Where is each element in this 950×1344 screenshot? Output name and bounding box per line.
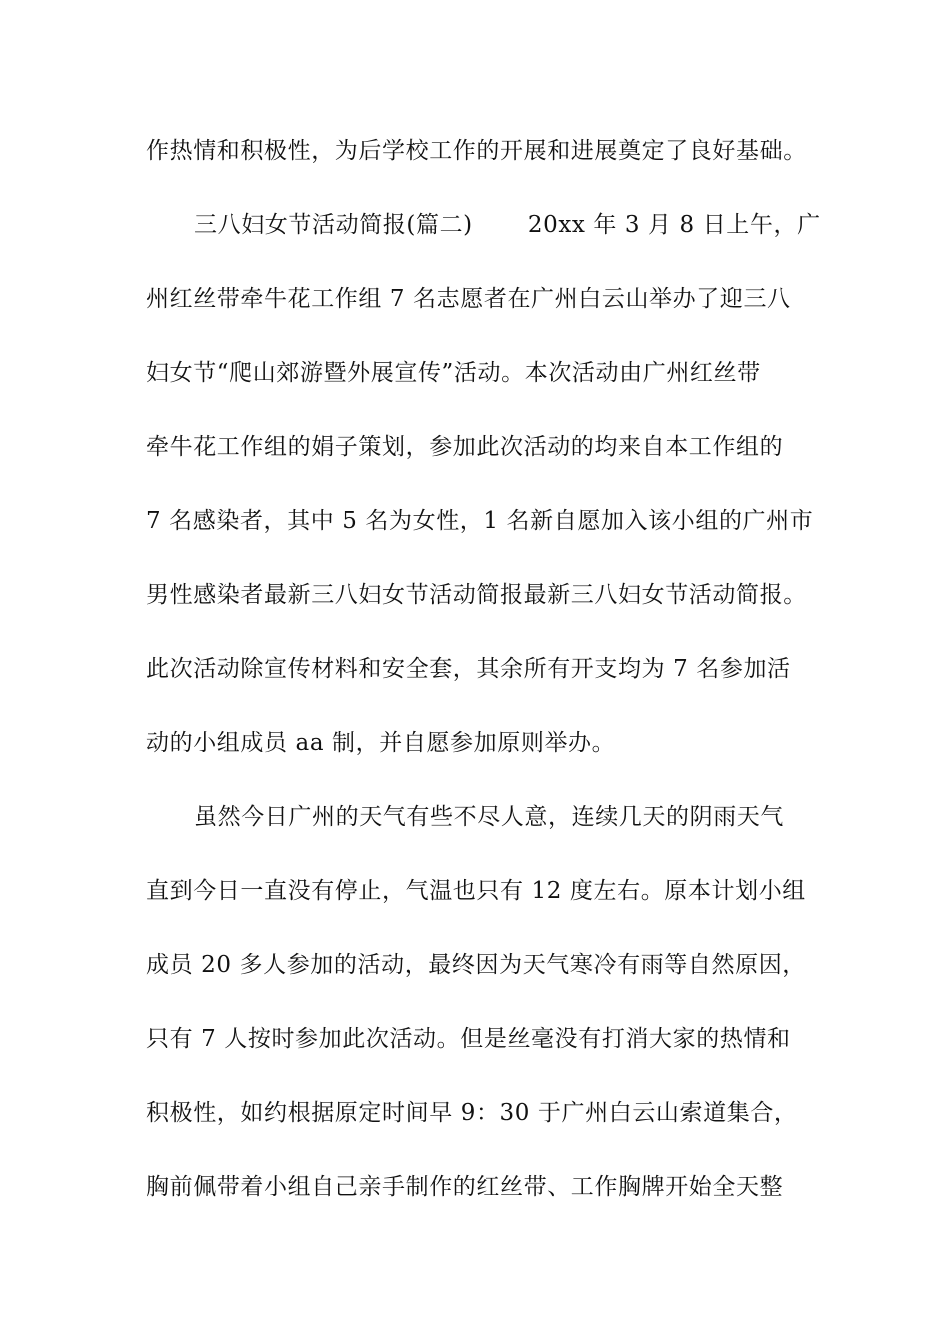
text-line: 胸前佩带着小组自己亲手制作的红丝带、工作胸牌开始全天整 xyxy=(146,1174,784,1200)
text-line: 牵牛花工作组的娟子策划，参加此次活动的均来自本工作组的 xyxy=(146,434,784,460)
text-line: 三八妇女节活动简报(篇二) 20xx 年 3 月 8 日上午，广 xyxy=(194,212,821,238)
text-line: 此次活动除宣传材料和安全套，其余所有开支均为 7 名参加活 xyxy=(146,656,791,682)
text-line: 男性感染者最新三八妇女节活动简报最新三八妇女节活动简报。 xyxy=(146,582,807,608)
text-line: 只有 7 人按时参加此次活动。但是丝毫没有打消大家的热情和 xyxy=(146,1026,791,1052)
text-line: 州红丝带牵牛花工作组 7 名志愿者在广州白云山举办了迎三八 xyxy=(146,286,791,312)
text-line: 直到今日一直没有停止，气温也只有 12 度左右。原本计划小组 xyxy=(146,878,806,904)
text-line: 作热情和积极性，为后学校工作的开展和进展奠定了良好基础。 xyxy=(146,138,807,164)
text-line: 妇女节“爬山郊游暨外展宣传”活动。本次活动由广州红丝带 xyxy=(146,360,761,386)
text-line: 动的小组成员 aa 制，并自愿参加原则举办。 xyxy=(146,730,616,756)
text-line: 积极性，如约根据原定时间早 9：30 于广州白云山索道集合， xyxy=(146,1100,798,1126)
text-line: 7 名感染者，其中 5 名为女性，1 名新自愿加入该小组的广州市 xyxy=(146,508,814,534)
text-line: 成员 20 多人参加的活动，最终因为天气寒冷有雨等自然原因， xyxy=(146,952,806,978)
text-line: 虽然今日广州的天气有些不尽人意，连续几天的阴雨天气 xyxy=(194,804,784,830)
